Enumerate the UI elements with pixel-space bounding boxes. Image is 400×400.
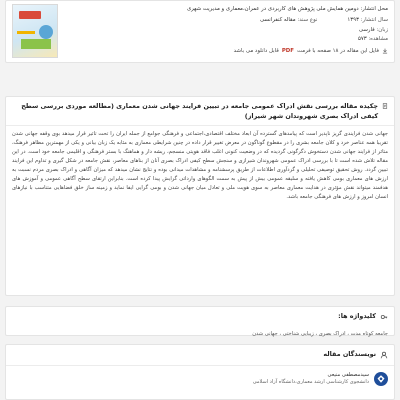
key-icon bbox=[380, 313, 388, 321]
university-logo-icon bbox=[374, 372, 388, 386]
views-label: مشاهده: bbox=[368, 36, 388, 42]
keywords-card bbox=[5, 306, 395, 336]
abstract-text: جهانی شدن فرایندی گریز ناپذیر است که پیامدهای گسترده آن ابعاد مختلف اقتصادی،اجتماعی و فرهنگی جوامع از جمله ایران را تحت تاثیر قرار میدهد بوی وقفه جهانی شدن تقریبا همه عناصر خرد و کلان جامعه بشری را در مقطوع گوناگون در معرض تغییر قرار داده در چنین شرایطی معماری به مثابه یک زبان بیانی و یکی از مهمترین مظاهر فرهنگ، متاثر از فرایند جهانی شدن دستخوش دگرگونی گردیده که در وضعیت کنونی اغلب فاقد هویتی منسجم، ریشه دار و هماهنگ با بستر فرهنگی و اقلیمی جامعه خود است. در این مقاله تلاش شده است تا با بررسی ادراک عمومی شهروندان شیرازی و سنجش سطح کیفی ادراک بصری آنان از بناهای معاصر، نقش جامعه در شکل گیری و تداوم این فرایند تبیین گردد. روش تحقیق توصیفی تحلیلی و گردآوری اطلاعات از طریق پرسشنامه و مشاهدات میدانی بوده و نتایج نشان میدهد که میزان آگاهی و ادراک بصری مردم نسبت به ارزش های معماری بومی کاهش یافته و سلیقه عمومی بیش از پیش به سمت الگوهای وارداتی گرایش پیدا کرده است. بنابراین ارتقای سطح آگاهی عمومی و آموزش های هدفمند میتواند نقش مؤثری در هدایت معماری معاصر به سوی هویت ملی و تعادل میان جهانی شدن و بومی گرایی ایفا نماید و زمینه ساز خلق فضاهایی متناسب با نیازهای انسان امروز و ارزش های فرهنگی جامعه باشد. bbox=[12, 131, 388, 200]
document-icon bbox=[382, 102, 388, 110]
keywords-heading-row bbox=[6, 307, 394, 327]
year-label: سال انتشار: bbox=[360, 17, 388, 23]
keywords-list[interactable]: جامعه کوتاه مدت ، ادراک بصری ، زیبایی شناختی ، جهانی شدن bbox=[252, 330, 388, 337]
download-note[interactable] bbox=[234, 47, 388, 55]
authors-card bbox=[5, 344, 395, 400]
language-label: زبان: bbox=[376, 27, 388, 33]
abstract-title: چکیده مقاله بررسی نقش ادراک عمومی جامعه در تبیین فرایند جهانی شدن معماری (مطالعه موردی بررسی سطح کیفی ادراک بصری شهروندان شهر شیراز) bbox=[21, 102, 379, 120]
views-row bbox=[358, 35, 388, 43]
article-info-card bbox=[5, 0, 395, 63]
publication-venue: محل انتشار: دومین همایش ملی پژوهش های کاربردی در عمران،معماری و مدیریت شهری bbox=[186, 6, 388, 12]
year-doc-row bbox=[260, 16, 388, 24]
doc-type-value: مقاله کنفرانسی bbox=[259, 17, 296, 23]
abstract-card bbox=[5, 96, 395, 296]
download-note-prefix: فایل این مقاله در ۱۸ صفحه با فرمت bbox=[296, 48, 379, 54]
year-value: ۱۳۹۳ bbox=[347, 17, 359, 23]
doc-type-label: نوع سند: bbox=[297, 17, 318, 23]
abstract-heading bbox=[6, 97, 394, 125]
download-icon bbox=[382, 48, 388, 54]
authors-heading-row bbox=[6, 345, 394, 365]
language-row bbox=[359, 26, 388, 34]
download-note-suffix: قابل دانلود می باشد bbox=[233, 48, 279, 54]
conference-cover-image[interactable] bbox=[12, 4, 58, 58]
author-item[interactable] bbox=[6, 366, 394, 392]
author-affiliation: دانشجوی کارشناسی ارشد معماری،دانشگاه آزاد اسلامی bbox=[252, 378, 369, 385]
author-name[interactable]: سیدمصطفی منیعی bbox=[327, 371, 369, 378]
views-value: ۵۷۳ bbox=[357, 36, 367, 42]
language-value: فارسی bbox=[358, 27, 375, 33]
user-icon bbox=[380, 351, 388, 359]
keywords-heading: کلیدواژه ها: bbox=[338, 312, 376, 320]
pdf-format[interactable]: PDF bbox=[281, 48, 294, 54]
authors-heading: نویسندگان مقاله bbox=[323, 350, 376, 358]
